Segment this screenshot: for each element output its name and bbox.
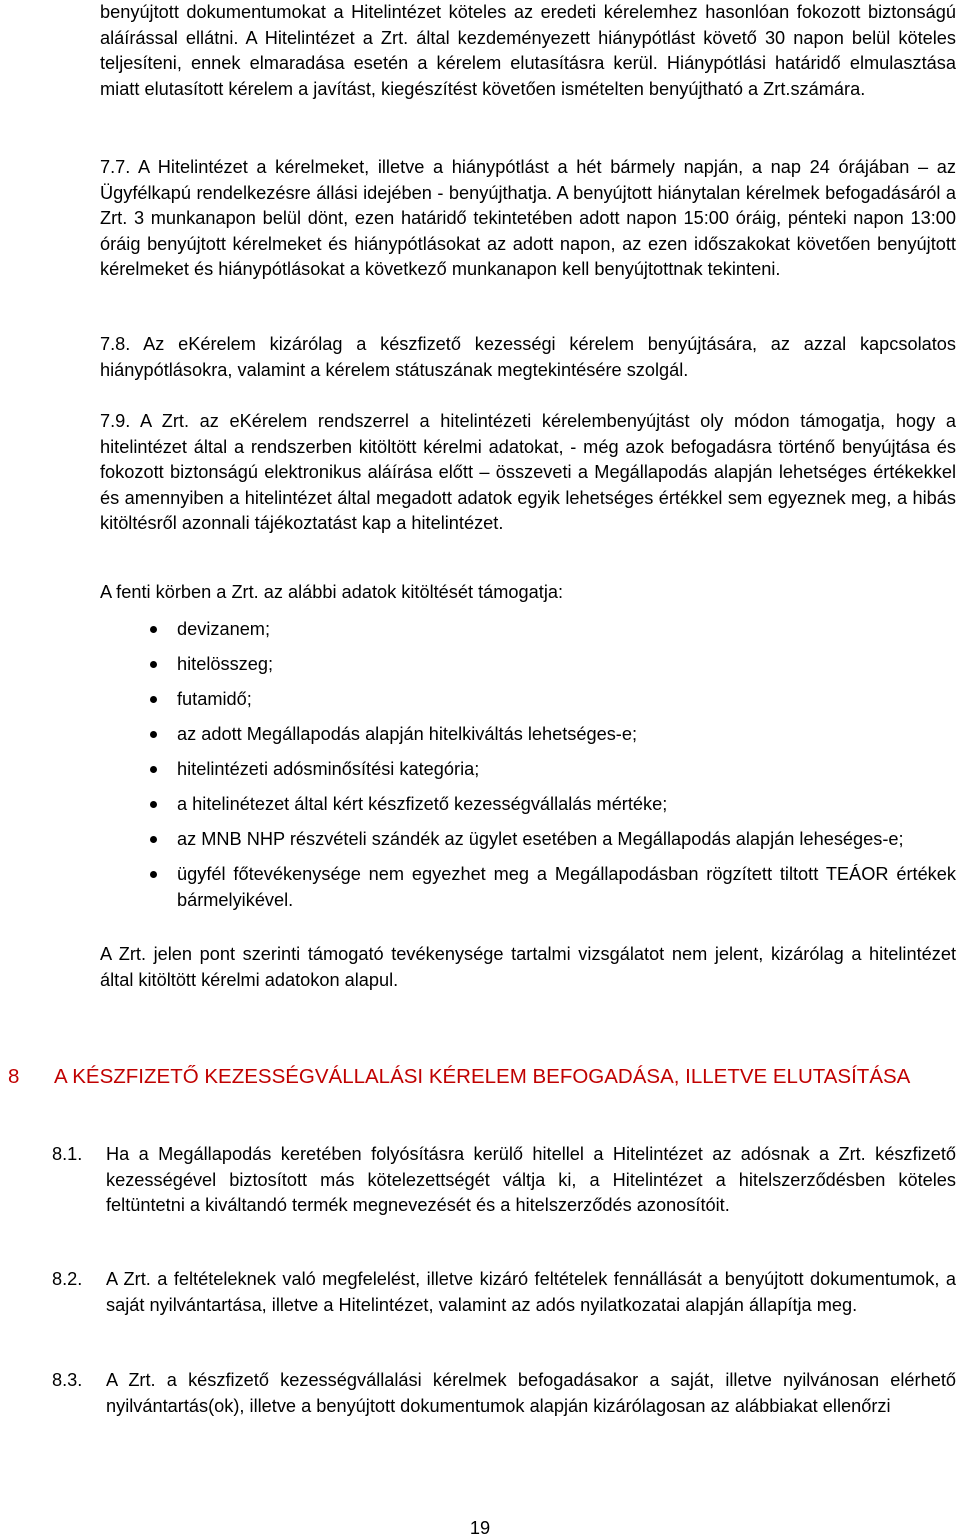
list-item-text: a hitelinétezet által kért készfizető kezességvállalás mértéke; xyxy=(177,794,668,814)
bullet-icon xyxy=(150,871,157,878)
section-heading-text: A KÉSZFIZETŐ KEZESSÉGVÁLLALÁSI KÉRELEM BEFOGADÁSA, ILLETVE ELUTASÍTÁSA xyxy=(54,1065,911,1088)
section-8-2-text: A Zrt. a feltételeknek való megfelelést, illetve kizáró feltételek fennállását a benyújtott dokumentumok, a saját nyilvántartása, illetve a Hitelintézet, valamint az adós nyilatkozatai alapján állapítja meg. xyxy=(106,1269,956,1315)
list-item-text: hitelösszeg; xyxy=(177,654,274,674)
bullet-icon xyxy=(150,766,157,773)
list-item xyxy=(150,827,956,853)
list-item-text: az MNB NHP részvételi szándék az ügylet esetében a Megállapodás alapján leheséges-e; xyxy=(177,829,904,849)
list-item xyxy=(150,687,956,713)
bullet-icon xyxy=(150,801,157,808)
list-item-text: hitelintézeti adósminősítési kategória; xyxy=(177,759,480,779)
paragraph-7-7: 7.7. A Hitelintézet a kérelmeket, illetve a hiánypótlást a hét bármely napján, a nap 24 órájában – az Ügyfélkapú rendelkezésre állási idejében - benyújthatja. A benyújtott hiánytalan kérelmek befogadásáról a Zrt. 3 munkanapon belül dönt, ezen határidő tekintetében adott napon 15:00 óráig, pénteki napon 13:00 óráig benyújtott kérelmeket és hiánypótlásokat az adott napon, az ezen időszakokat követően benyújtott kérelmeket és hiánypótlásokat a következő munkanapon kell benyújtottnak tekinteni. xyxy=(100,157,956,279)
section-8-1-text: Ha a Megállapodás keretében folyósításra kerülő hitellel a Hitelintézet az adósnak a Zrt. készfizető kezességével biztosított más kötelezettségét váltja ki, a Hitelintézet a hitelszerződésben köteles feltüntetni a kiváltandó termék megnevezését és a hitelszerződés azonosítóit. xyxy=(106,1144,956,1215)
bullet-icon xyxy=(150,626,157,633)
list-item xyxy=(150,862,956,913)
paragraph-jelen-pont: A Zrt. jelen pont szerinti támogató tevékenysége tartalmi vizsgálatot nem jelent, kizárólag a hitelintézet által kitöltött kérelmi adatokon alapul. xyxy=(100,944,956,990)
list-item-text: ügyfél főtevékenysége nem egyezhet meg a Megállapodásban rögzített tiltott TEÁOR értékek bármelyikével. xyxy=(177,864,956,910)
list-item-text: az adott Megállapodás alapján hitelkiváltás lehetséges-e; xyxy=(177,724,638,744)
list-item xyxy=(150,792,956,818)
list-item-text: futamidő; xyxy=(177,689,252,709)
bullet-icon xyxy=(150,731,157,738)
section-number: 8.3. xyxy=(52,1370,83,1390)
list-item xyxy=(150,617,956,643)
page-number: 19 xyxy=(469,1518,491,1538)
section-number: 8.1. xyxy=(52,1144,83,1164)
paragraph-intro: benyújtott dokumentumokat a Hitelintézet köteles az eredeti kérelemhez hasonlóan fokozott biztonságú aláírással ellátni. A Hitelintézet a Zrt. által kezdeményezett hiánypótlást követő 30 napon belül köteles teljesíteni, ennek elmaradása esetén a kérelem elutasításra kerül. Hiánypótlási határidő elmulasztása miatt elutasított kérelem a javítást, kiegészítést követően ismételten benyújtható a Zrt.számára. xyxy=(100,2,956,99)
bullet-icon xyxy=(150,661,157,668)
bullet-icon xyxy=(150,696,157,703)
section-8-3-text: A Zrt. a készfizető kezességvállalási kérelmek befogadásakor a saját, illetve nyilvánosan elérhető nyilvántartás(ok), illetve a benyújtott dokumentumok alapján kizárólagosan az alábbiakat ellenőrzi xyxy=(106,1370,956,1416)
list-item xyxy=(150,652,956,678)
section-heading-number: 8 xyxy=(8,1065,20,1088)
paragraph-fenti-korben: A fenti körben a Zrt. az alábbi adatok kitöltését támogatja: xyxy=(100,582,564,602)
bullet-icon xyxy=(150,836,157,843)
paragraph-7-8: 7.8. Az eKérelem kizárólag a készfizető kezességi kérelem benyújtására, az azzal kapcsolatos hiánypótlásokra, valamint a kérelem státuszának megtekintésére szolgál. xyxy=(100,334,956,380)
list-item xyxy=(150,757,956,783)
list-item-text: devizanem; xyxy=(177,619,271,639)
bullet-list xyxy=(150,617,956,923)
section-number: 8.2. xyxy=(52,1269,83,1289)
list-item xyxy=(150,722,956,748)
paragraph-7-9: 7.9. A Zrt. az eKérelem rendszerrel a hitelintézeti kérelembenyújtást oly módon támogatja, hogy a hitelintézet által a rendszerben kitöltött kérelmi adatokat, - még azok befogadásra történő benyújtása és fokozott biztonságú elektronikus aláírása előtt – összeveti a Megállapodás alapján lehetséges értékekkel és amennyiben a hitelintézet által megadott adatok egyik lehetséges értékkel sem egyeznek meg, a hibás kitöltésről azonnali tájékoztatást kap a hitelintézet. xyxy=(100,411,956,533)
